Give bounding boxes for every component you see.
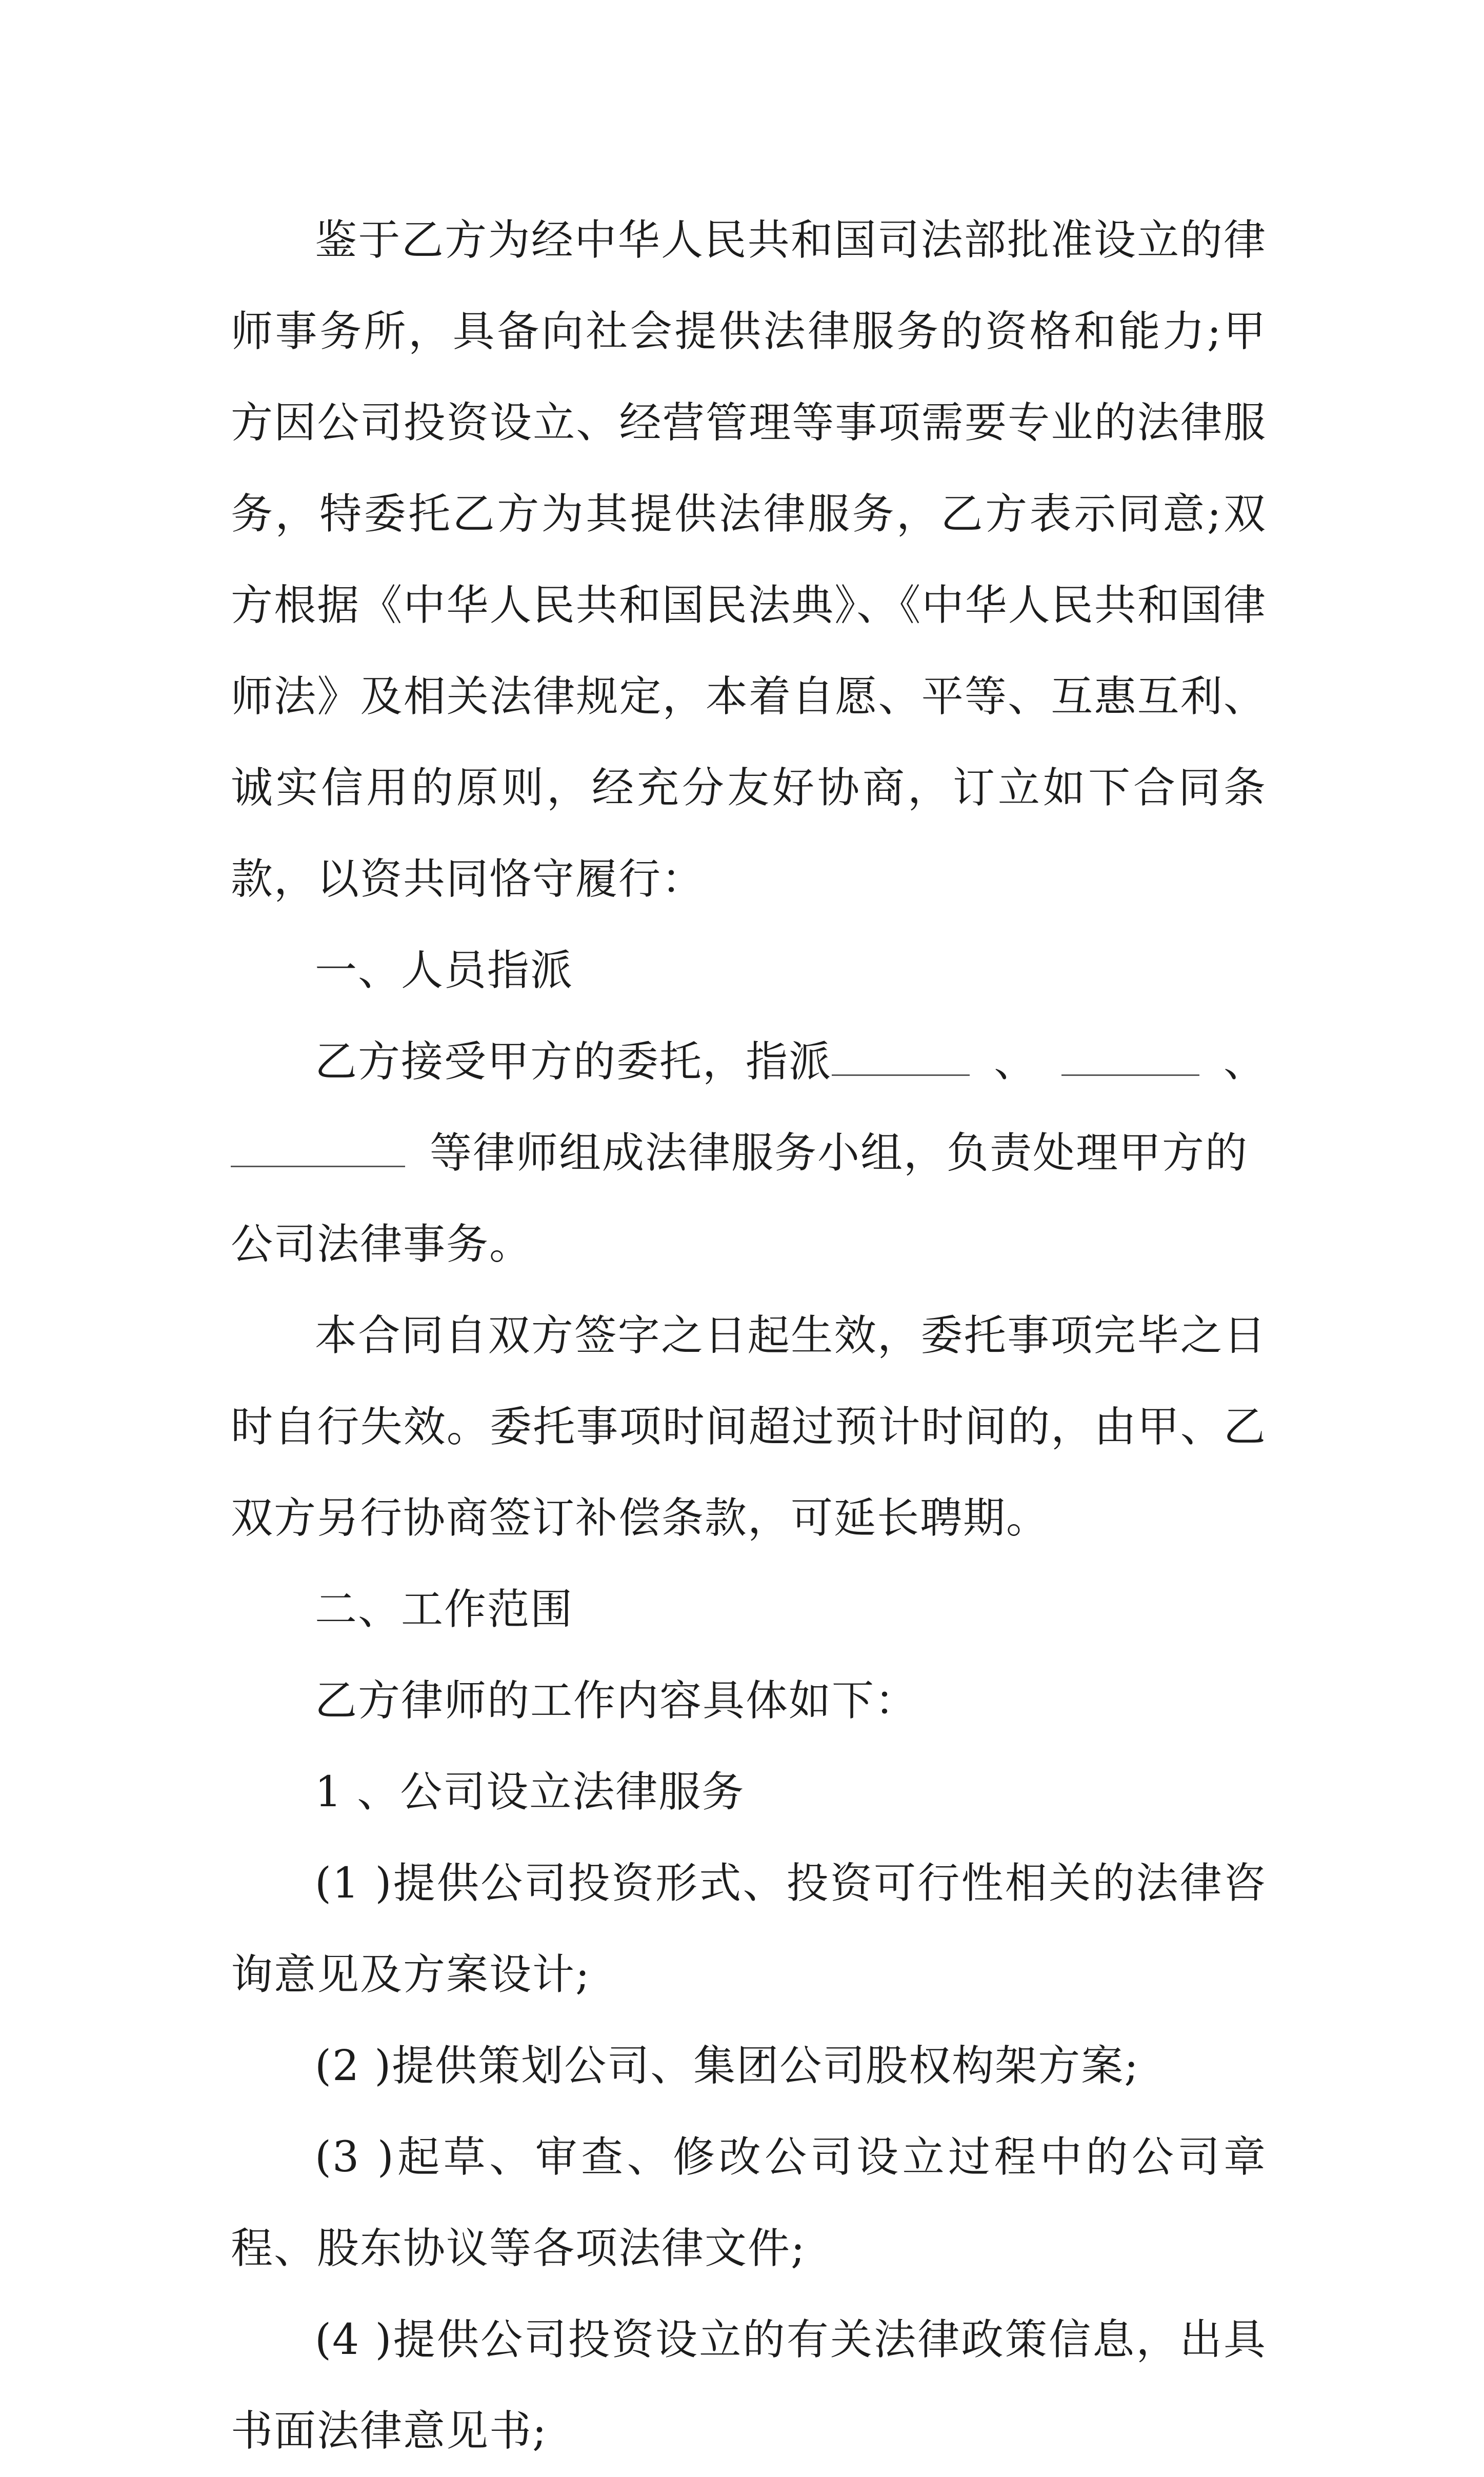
list-item-3: (3 )起草、审查、修改公司设立过程中的公司章程、股东协议等各项法律文件; — [231, 2133, 1267, 2273]
assignment-continuation — [231, 1108, 1267, 1290]
assignment-prefix: 乙方接受甲方的委托，指派 — [315, 1037, 832, 1086]
assignment-suffix: 等律师组成法律服务小组，负责处理甲方的公司法律事务。 — [231, 1129, 1249, 1269]
assignment-line — [231, 1016, 1267, 1108]
effective-paragraph: 本合同自双方签字之日起生效，委托事项完毕之日时自行失效。委托事项时间超过预计时间的，由甲、乙双方另行协商签订补偿条款，可延长聘期。 — [231, 1311, 1267, 1543]
lawyer-name-blank-2 — [1061, 1038, 1199, 1076]
item-heading-incorporation: 1 、公司设立法律服务 — [315, 1768, 745, 1816]
list-item-1: (1 )提供公司投资形式、投资可行性相关的法律咨询意见及方案设计; — [231, 1859, 1267, 1999]
list-item-4: (4 )提供公司投资设立的有关法律政策信息，出具书面法律意见书; — [231, 2315, 1267, 2455]
scope-intro: 乙方律师的工作内容具体如下： — [315, 1676, 918, 1725]
document-body — [231, 195, 1267, 2477]
lawyer-name-blank-1 — [832, 1038, 970, 1076]
intro-paragraph: 鉴于乙方为经中华人民共和国司法部批准设立的律师事务所，具备向社会提供法律服务的资格和能力;甲方因公司投资设立、经营管理等事项需要专业的法律服务，特委托乙方为其提供法律服务，乙方表示同意;双方根据《中华人民共和国民法典》、《中华人民共和国律师法》及相关法律规定，本着自愿、平等、互惠互利、诚实信用的原则，经充分友好协商，订立如下合同条款，以资共同恪守履行： — [231, 216, 1267, 904]
lawyer-name-blank-3 — [231, 1130, 405, 1167]
section-heading-scope: 二、工作范围 — [315, 1585, 574, 1634]
assignment-separator-1: 、 — [994, 1037, 1037, 1086]
section-heading-personnel: 一、人员指派 — [315, 946, 574, 995]
assignment-separator-2: 、 — [1223, 1037, 1267, 1086]
list-item-2: (2 )提供策划公司、集团公司股权构架方案; — [315, 2042, 1139, 2090]
